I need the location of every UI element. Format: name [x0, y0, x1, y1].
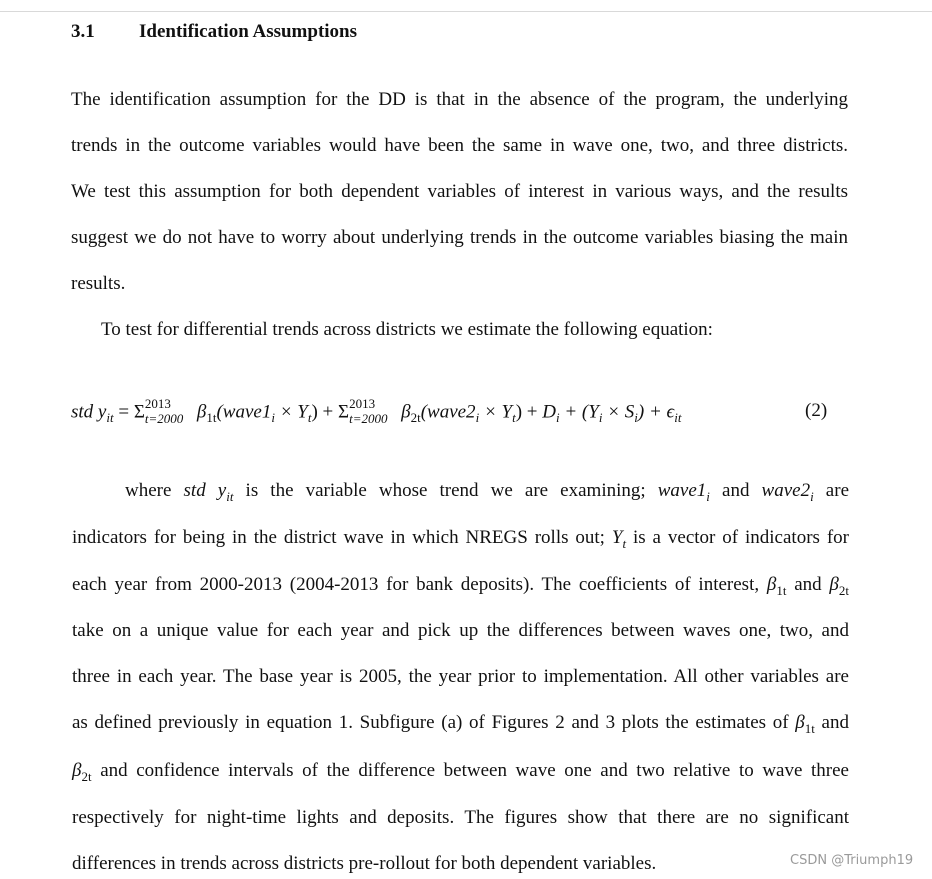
para3-line-3: each year from 2000-2013 (2004-2013 for bank deposits). The coefficients of interest, $\beta_{1t}$ and $\beta_{2t}$ [72, 574, 850, 598]
para3-line-1: where std $y_{it}$ is the variable whose trend we are examining; $wave1_i$ and $wave2_i$ are [125, 480, 850, 504]
para3-line-2: indicators for being in the district wave in which NREGS rolls out; $Y_t$ is a vector of indicators for [72, 527, 849, 551]
sum-symbol-2: Σ [338, 401, 350, 423]
para1-line-1: The identification assumption for the DD is that in the absence of the program, the underlying [71, 89, 848, 110]
para1-line-3: We test this assumption for both dependent variables of interest in various ways, and the results [71, 181, 848, 202]
para3-line-8: respectively for night-time lights and deposits. The figures show that there are no significant [72, 807, 849, 828]
para1-line-5: results. [71, 273, 126, 294]
sum-limits-1: 2013 t=2000 [144, 396, 184, 426]
para3-line-4: take on a unique value for each year and pick up the differences between waves one, two, and [72, 620, 849, 641]
para1-line-4: suggest we do not have to worry about underlying trends in the outcome variables biasing the main [71, 227, 848, 248]
para3-line-6: as defined previously in equation 1. Subfigure (a) of Figures 2 and 3 plots the estimates of $\beta_{1t}$ and [72, 712, 849, 736]
para3-line-7: $\beta_{2t}$ and confidence intervals of the difference between wave one and two relative to wave three [72, 760, 849, 784]
section-title: Identification Assumptions [139, 21, 358, 42]
para1-line-2: trends in the outcome variables would have been the same in wave one, two, and three districts. [71, 135, 848, 156]
equation-number: (2) [805, 400, 828, 421]
sum-limits-2: 2013 t=2000 [349, 396, 388, 426]
para2: To test for differential trends across districts we estimate the following equation: [101, 319, 713, 340]
top-divider [0, 11, 932, 12]
para3-line-5: three in each year. The base year is 2005, the year prior to implementation. All other variables are [72, 666, 849, 687]
section-number: 3.1 [71, 21, 95, 42]
sum-symbol-1: Σ [133, 401, 145, 423]
para3-line-9: differences in trends across districts pre-rollout for both dependent variables. [72, 853, 657, 874]
equation: std $y_{it} = \Sigma$ 2013 t=2000 $\beta_{1t}(wave1_i \times Y_t) + \Sigma$ 2013 t=2000 $\beta_{2t}(wave2_i \times Y_t) + D_i + (Y_i \times S_i) + \epsilon_{it}$ [71, 396, 682, 426]
watermark: CSDN @Triumph19 [790, 853, 914, 868]
